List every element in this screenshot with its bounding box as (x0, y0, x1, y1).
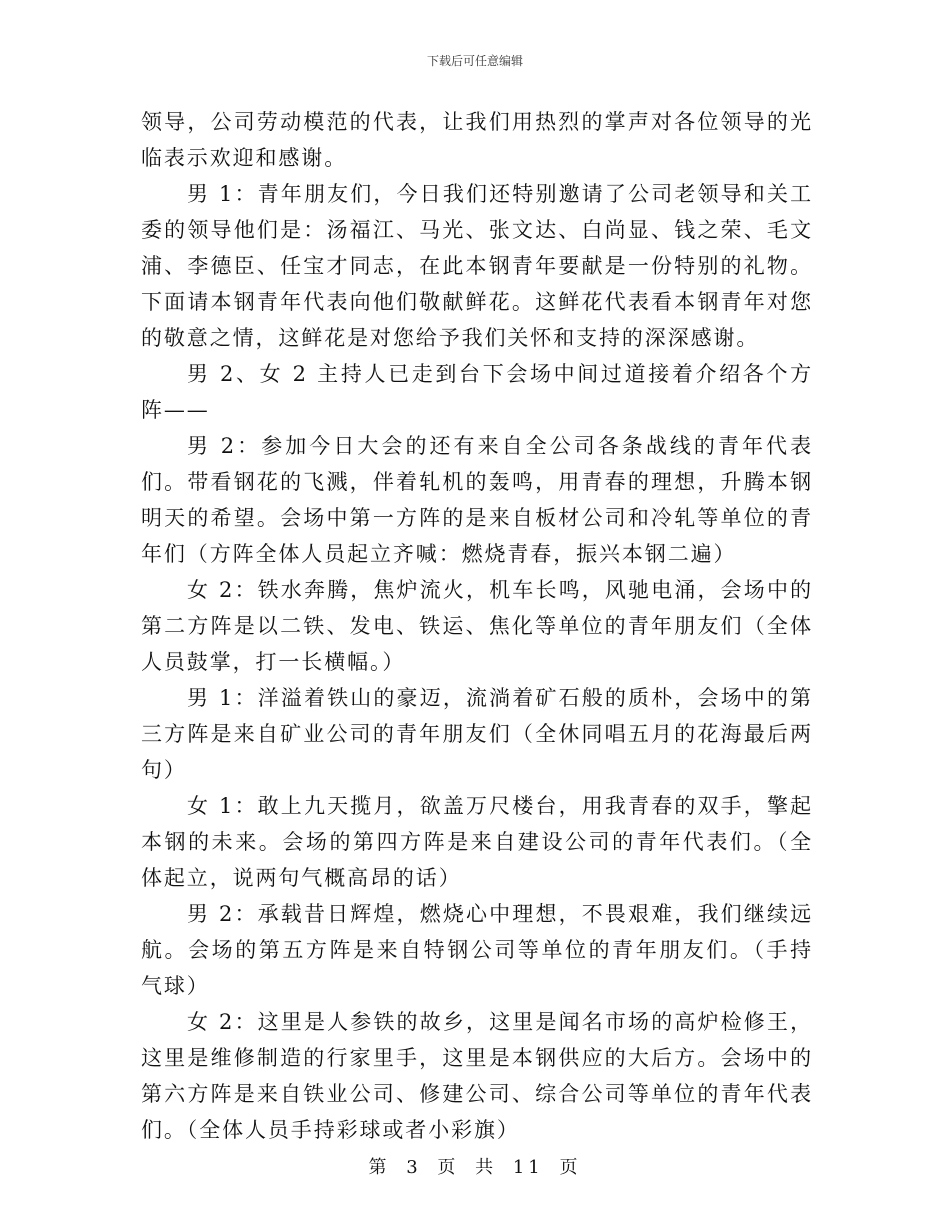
page-number: 第 3 页 共 11 页 (368, 1157, 582, 1178)
paragraph: 男 2：承载昔日辉煌，燃烧心中理想，不畏艰难，我们继续远航。会场的第五方阵是来自特钢公司等单位的青年朋友们。（手持气球） (141, 902, 813, 998)
paragraph: 男 1：青年朋友们，今日我们还特别邀请了公司老领导和关工委的领导他们是：汤福江、马光、张文达、白尚显、钱之荣、毛文浦、李德臣、任宝才同志，在此本钢青年要献是一份特别的礼物。下面请本钢青年代表向他们敬献鲜花。这鲜花代表看本钢青年对您的敬意之情，这鲜花是对您给予我们关怀和支持的深深感谢。 (141, 182, 813, 350)
page-header: 下载后可任意编辑 (426, 54, 523, 68)
paragraph: 男 2、女 2 主持人已走到台下会场中间过道接着介绍各个方阵—— (141, 362, 813, 422)
paragraph: 男 1：洋溢着铁山的豪迈，流淌着矿石般的质朴，会场中的第三方阵是来自矿业公司的青年朋友们（全休同唱五月的花海最后两句） (141, 686, 813, 782)
paragraph: 男 2：参加今日大会的还有来自全公司各条战线的青年代表们。带看钢花的飞溅，伴着轧机的轰鸣，用青春的理想，升腾本钢明天的希望。会场中第一方阵的是来自板材公司和冷轧等单位的青年们（方阵全体人员起立齐喊：燃烧青春，振兴本钢二遍） (141, 434, 813, 566)
paragraph: 女 2：这里是人参铁的故乡，这里是闻名市场的高炉检修王，这里是维修制造的行家里手，这里是本钢供应的大后方。会场中的第六方阵是来自铁业公司、修建公司、综合公司等单位的青年代表们。（全体人员手持彩球或者小彩旗） (141, 1010, 813, 1142)
document-body (141, 104, 813, 1148)
paragraph: 女 1：敢上九天揽月，欲盖万尺楼台，用我青春的双手，擎起本钢的未来。会场的第四方阵是来自建设公司的青年代表们。（全体起立，说两句气概高昂的话） (141, 794, 813, 890)
paragraph: 女 2：铁水奔腾，焦炉流火，机车长鸣，风驰电涌，会场中的第二方阵是以二铁、发电、铁运、焦化等单位的青年朋友们（全体人员鼓掌，打一长横幅。） (141, 578, 813, 674)
paragraph: 领导，公司劳动模范的代表，让我们用热烈的掌声对各位领导的光临表示欢迎和感谢。 (141, 110, 813, 170)
